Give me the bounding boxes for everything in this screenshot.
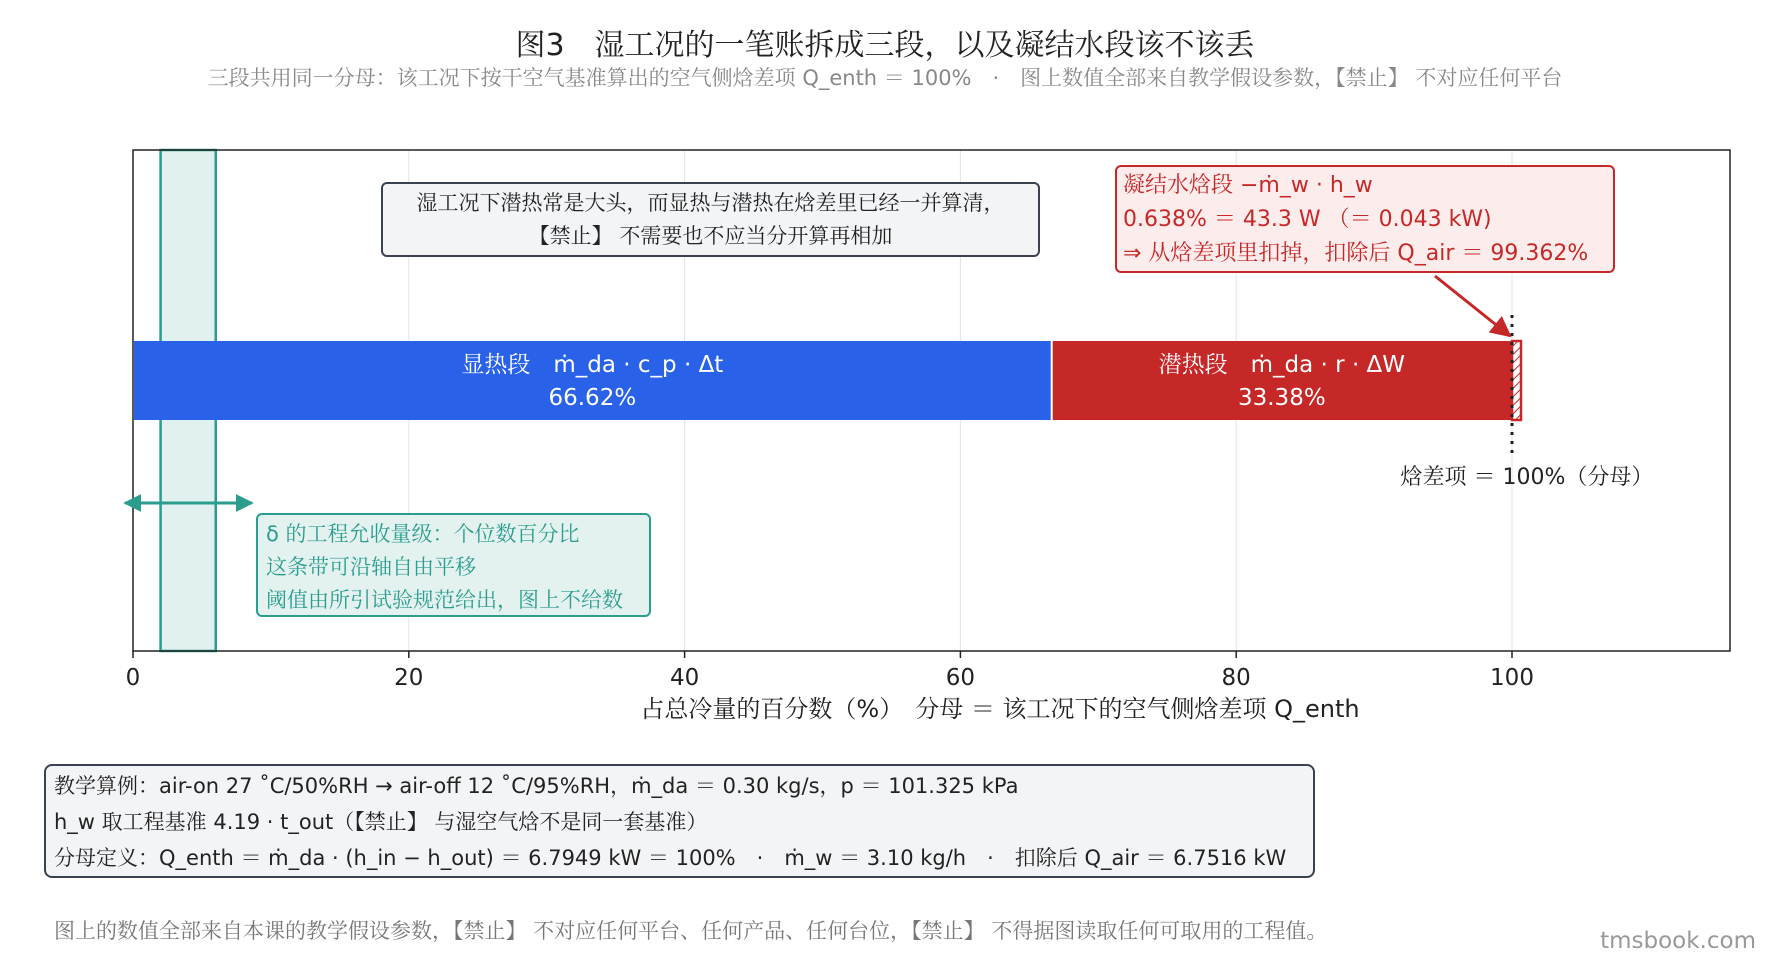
x-tick-label: 20 xyxy=(394,665,424,691)
x-axis-ticks xyxy=(126,651,1534,691)
x-tick-label: 0 xyxy=(125,665,141,691)
reference-line-label: 焓差项 ＝ 100%（分母） xyxy=(1400,465,1654,490)
condensate-note-line-3: ⇒ 从焓差项里扣掉，扣除后 Q_air ＝ 99.362% xyxy=(1123,241,1589,266)
example-info-box xyxy=(44,764,1315,878)
watermark: tmsbook.com xyxy=(1600,928,1756,954)
x-axis-label: 占总冷量的百分数（%） 分母 ＝ 该工况下的空气侧焓差项 Q_enth xyxy=(640,695,1360,723)
sensible-segment-value: 66.62% xyxy=(548,385,637,411)
info-line-2: h_w 取工程基准 4.19 · t_out（【禁止】 与湿空气焓不是同一套基准） xyxy=(54,810,708,834)
tolerance-note-line-1: δ 的工程允收量级：个位数百分比 xyxy=(266,522,580,546)
latent-segment-value: 33.38% xyxy=(1237,385,1326,411)
condensate-note-line-2: 0.638% ＝ 43.3 W （＝ 0.043 kW) xyxy=(1123,207,1492,232)
tolerance-note xyxy=(256,513,651,617)
condensate-arrow xyxy=(1435,276,1510,336)
x-tick-label: 40 xyxy=(669,665,700,691)
x-tick-label: 60 xyxy=(945,665,976,691)
sensible-note-line-2: 【禁止】 不需要也不应当分开算再相加 xyxy=(528,224,893,248)
sensible-latent-note xyxy=(381,182,1040,257)
chart-subtitle: 三段共用同一分母：该工况下按干空气基准算出的空气侧焓差项 Q_enth ＝ 100% · 图上数值全部来自教学假设参数，【禁止】 不对应任何平台 xyxy=(207,66,1563,90)
x-tick-label: 80 xyxy=(1221,665,1251,691)
info-line-1: 教学算例：air-on 27 ˚C/50%RH → air-off 12 ˚C/95%RH，ṁ_da ＝ 0.30 kg/s，p ＝ 101.325 kPa xyxy=(54,774,1019,798)
chart-title: 图3 湿工况的一笔账拆成三段，以及凝结水段该不该丢 xyxy=(515,28,1255,63)
sensible-segment-label: 显热段 ṁ_da · c_p · Δt xyxy=(461,352,724,378)
info-line-3: 分母定义：Q_enth ＝ ṁ_da · (h_in − h_out) ＝ 6.7949 kW ＝ 100% · ṁ_w ＝ 3.10 kg/h · 扣除后 Q_air ＝ 6.7516 kW xyxy=(54,846,1287,870)
condensate-note-line-1: 凝结水焓段 −ṁ_w · h_w xyxy=(1123,173,1373,198)
condensate-note xyxy=(1115,165,1615,273)
tolerance-note-line-3: 阈值由所引试验规范给出，图上不给数 xyxy=(266,588,623,612)
footer-disclaimer: 图上的数值全部来自本课的教学假设参数，【禁止】 不对应任何平台、任何产品、任何台位，【禁止】 不得据图读取任何可取用的工程值。 xyxy=(54,919,1328,943)
sensible-note-line-1: 湿工况下潜热常是大头，而显热与潜热在焓差里已经一并算清， xyxy=(416,191,1005,215)
latent-segment-label: 潜热段 ṁ_da · r · ΔW xyxy=(1158,352,1406,378)
tolerance-note-line-2: 这条带可沿轴自由平移 xyxy=(266,555,476,579)
bar-segments xyxy=(134,341,1521,420)
x-tick-label: 100 xyxy=(1490,665,1534,691)
